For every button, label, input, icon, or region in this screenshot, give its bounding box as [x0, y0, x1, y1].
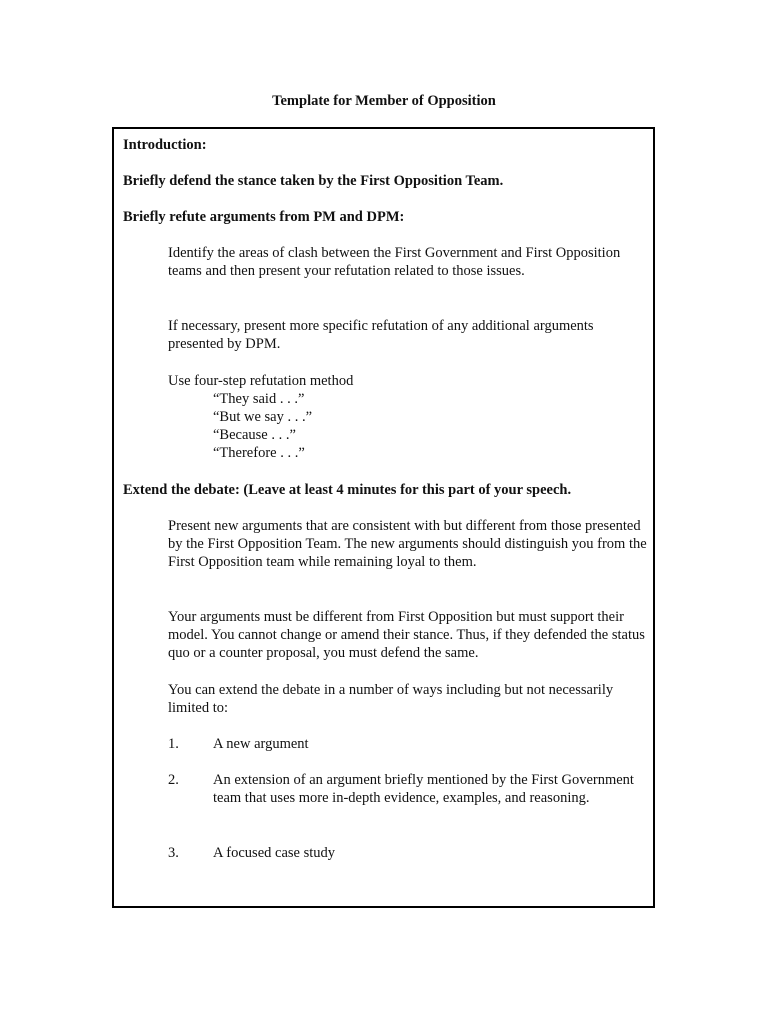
refute-paragraph-3: Use four-step refutation method — [168, 373, 354, 389]
refute-paragraph-1: Identify the areas of clash between the First Government and First Opposition teams and then present your refutation related to those issues. — [168, 245, 621, 280]
step-they-said: “They said . . .” — [213, 391, 305, 407]
extend-paragraph-1: Present new arguments that are consistent with but different from those presented by the First Opposition Team. The new arguments should distinguish you from the First Opposition team while remaining loyal to them. — [168, 518, 647, 571]
template-box — [112, 127, 655, 908]
list-item-text: A new argument — [213, 736, 309, 752]
step-therefore: “Therefore . . .” — [213, 445, 305, 461]
extend-paragraph-3: You can extend the debate in a number of ways including but not necessarily limited to: — [168, 682, 614, 717]
page-title: Template for Member of Opposition — [272, 93, 496, 109]
list-item-text: A focused case study — [213, 845, 336, 861]
refute-paragraph-2: If necessary, present more specific refutation of any additional arguments presented by DPM. — [168, 318, 594, 353]
step-because: “Because . . .” — [213, 427, 296, 443]
defend-heading: Briefly defend the stance taken by the First Opposition Team. — [123, 173, 504, 189]
step-but-we-say: “But we say . . .” — [213, 409, 313, 425]
list-item-text: An extension of an argument briefly mentioned by the First Government team that uses more in-depth evidence, examples, and reasoning. — [213, 772, 634, 807]
introduction-heading: Introduction: — [123, 137, 207, 153]
list-item-number: 2. — [168, 772, 179, 788]
refute-heading: Briefly refute arguments from PM and DPM: — [123, 209, 405, 225]
extend-heading: Extend the debate: (Leave at least 4 minutes for this part of your speech. — [123, 482, 572, 498]
list-item-number: 1. — [168, 736, 179, 752]
list-item-number: 3. — [168, 845, 179, 861]
extend-paragraph-2: Your arguments must be different from First Opposition but must support their model. You cannot change or amend their stance. Thus, if they defended the status quo or a counter proposal, you must defend the same. — [168, 609, 645, 662]
